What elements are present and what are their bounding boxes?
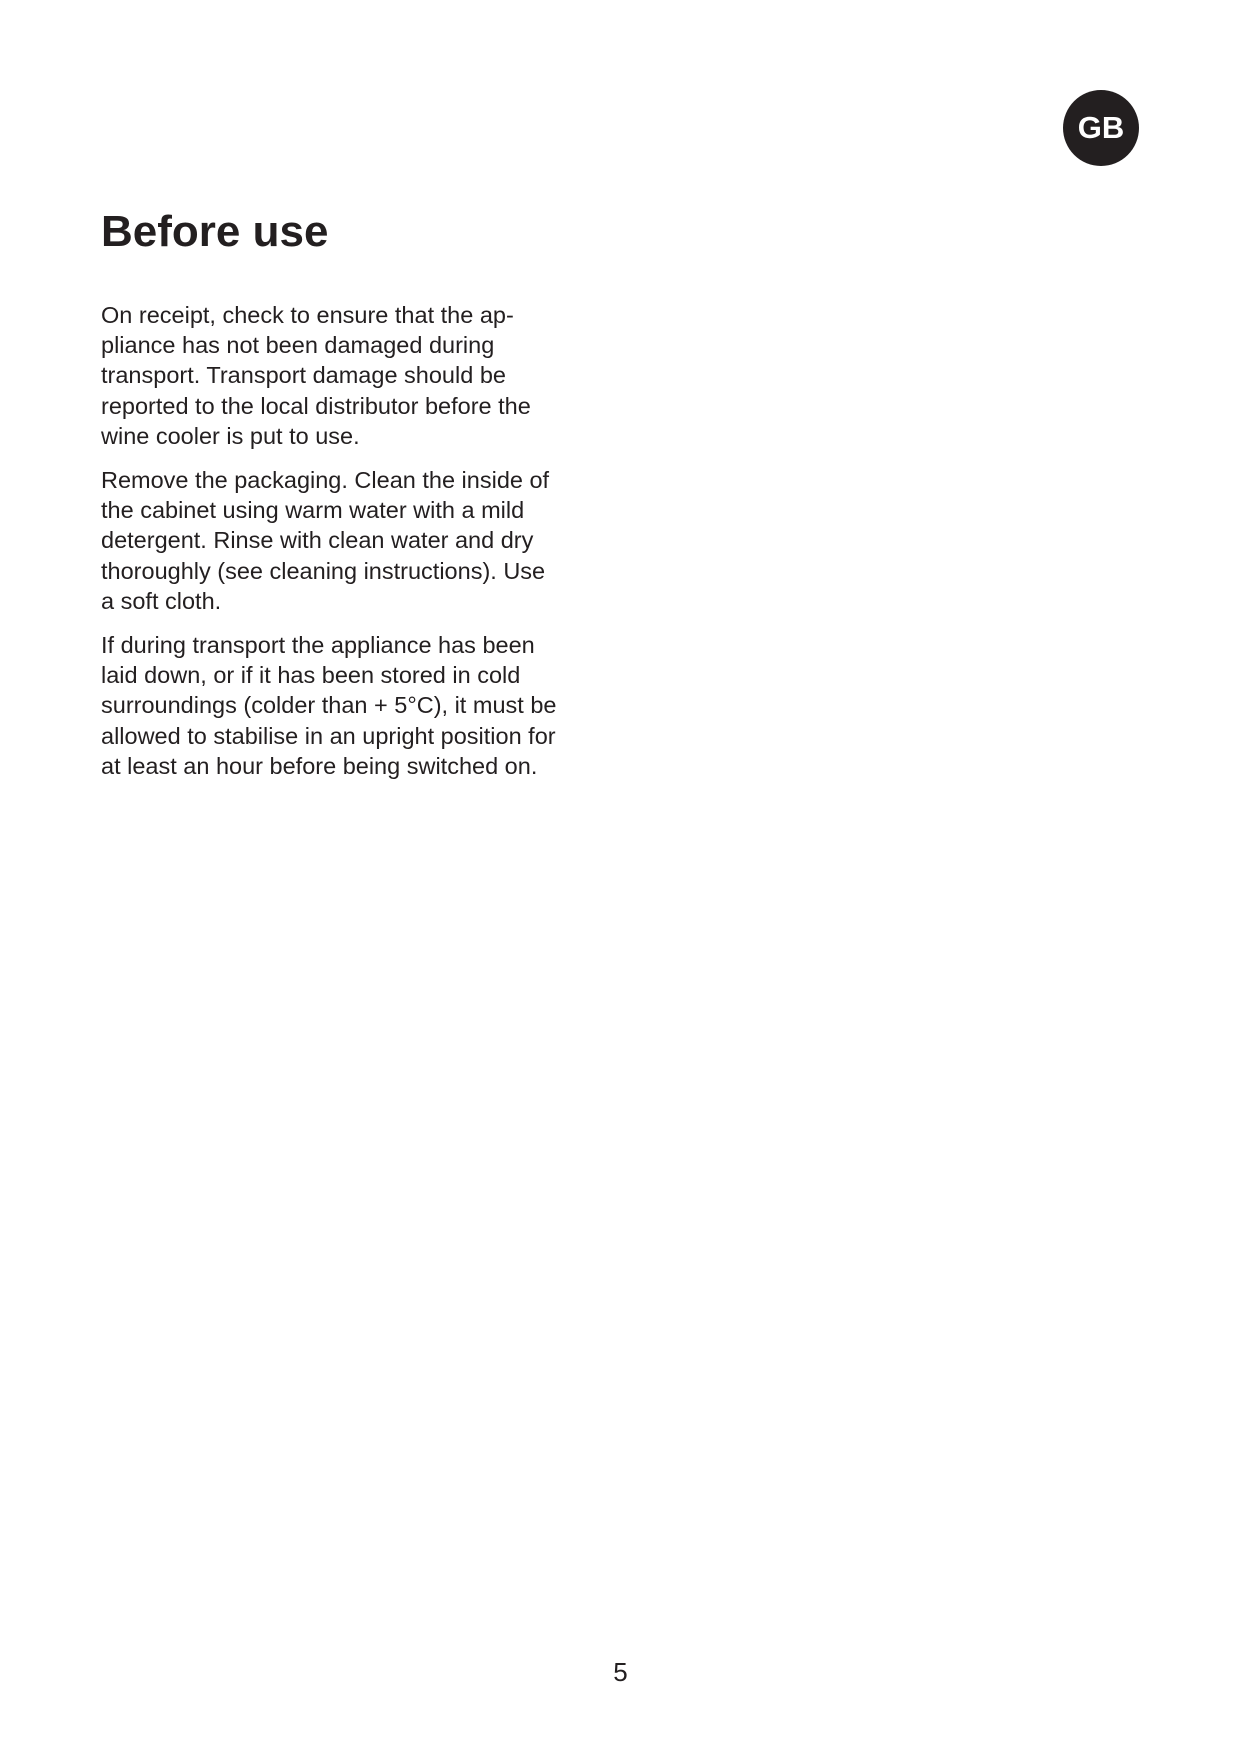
text-line: Remove the packaging. Clean the inside of xyxy=(101,467,550,494)
paragraph-stabilise xyxy=(101,630,621,781)
text-line: If during transport the appliance has been xyxy=(101,632,535,659)
text-line: at least an hour before being switched on. xyxy=(101,752,538,779)
page-number: 5 xyxy=(613,1657,628,1687)
language-badge: GB xyxy=(1063,90,1139,166)
text-line: detergent. Rinse with clean water and dry xyxy=(101,527,534,554)
text-line: a soft cloth. xyxy=(101,587,222,614)
paragraph-receipt-check xyxy=(101,300,621,451)
text-line: On receipt, check to ensure that the ap- xyxy=(101,302,514,328)
text-line: reported to the local distributor before the xyxy=(101,392,531,419)
text-line: thoroughly (see cleaning instructions). Use xyxy=(101,557,546,584)
text-line: the cabinet using warm water with a mild xyxy=(101,497,525,524)
text-line: wine cooler is put to use. xyxy=(101,422,360,449)
text-line: transport. Transport damage should be xyxy=(101,362,506,389)
text-line: allowed to stabilise in an upright position for xyxy=(101,722,556,749)
text-line: surroundings (colder than + 5°C), it must be xyxy=(101,692,557,719)
body-text xyxy=(101,300,621,795)
text-line: laid down, or if it has been stored in cold xyxy=(101,662,521,689)
paragraph-cleaning xyxy=(101,465,621,616)
page-title: Before use xyxy=(101,207,329,256)
text-line: pliance has not been damaged during xyxy=(101,332,495,359)
